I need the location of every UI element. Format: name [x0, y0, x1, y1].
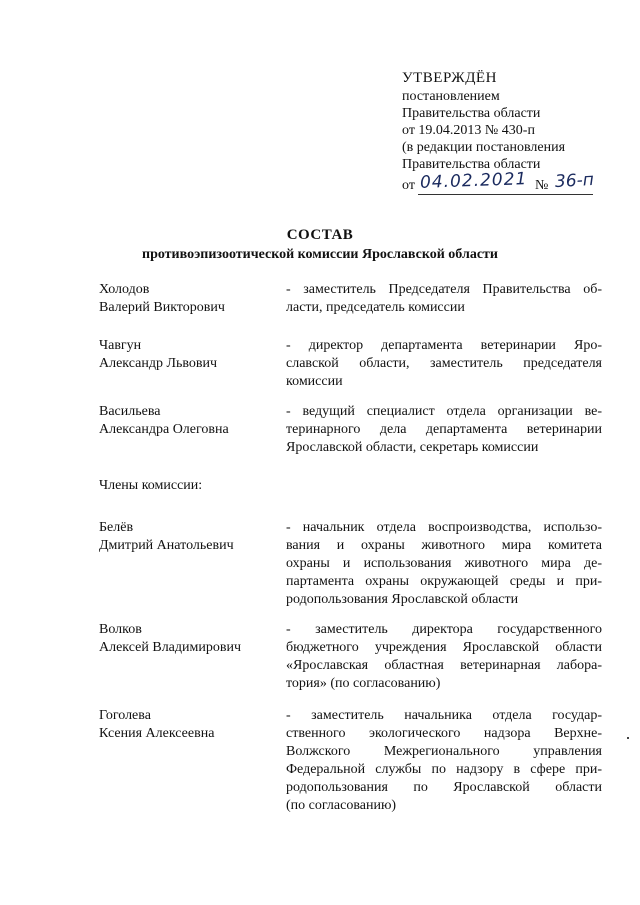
member-surname: Чавгун [99, 338, 142, 353]
role-line: - ведущий специалист отдела организации ве- [286, 404, 602, 419]
role-line: «Ярославская областная ветеринарная лабора- [286, 658, 602, 673]
member-role [286, 281, 602, 317]
member-role [286, 519, 602, 609]
role-line: славской области, заместитель председателя [286, 356, 602, 371]
member-surname: Холодов [99, 282, 150, 297]
role-line: вания и охраны животного мира комитета [286, 538, 602, 553]
role-line: тория» (по согласованию) [286, 676, 441, 691]
role-line: родопользования Ярославской области [286, 592, 519, 607]
member-name [99, 621, 279, 657]
member-given-name: Дмитрий Анатольевич [99, 538, 234, 553]
role-line: теринарного дела департамента ветеринарии [286, 422, 602, 437]
role-line: охраны и использования животного мира де- [286, 556, 602, 571]
member-surname: Волков [99, 622, 142, 637]
approval-title: УТВЕРЖДЁН [402, 70, 497, 86]
member-given-name: Александр Львович [99, 356, 218, 371]
role-line: - заместитель Председателя Правительства об- [286, 282, 602, 297]
role-line: родопользования по Ярославской области [286, 780, 602, 795]
approval-line-3: от 19.04.2013 № 430-п [402, 123, 535, 138]
role-line: - директор департамента ветеринарии Яро- [286, 338, 602, 353]
role-line: партамента охраны окружающей среды и при- [286, 574, 602, 589]
member-name [99, 519, 279, 555]
members-label: Члены комиссии: [99, 478, 203, 493]
member-name [99, 337, 279, 373]
role-line: - заместитель директора государственного [286, 622, 602, 637]
member-name [99, 707, 279, 743]
member-given-name: Александра Олеговна [99, 422, 229, 437]
scan-mark [627, 737, 629, 739]
member-name [99, 403, 279, 439]
role-line: бюджетного учреждения Ярославской области [286, 640, 602, 655]
role-line: (по согласованию) [286, 798, 397, 813]
date-prefix: от [402, 178, 415, 193]
amendment-date-line [402, 169, 622, 195]
member-surname: Васильева [99, 404, 161, 419]
role-line: ственного экологического надзора Верхне- [286, 726, 602, 741]
approval-line-4: (в редакции постановления [402, 140, 566, 155]
member-surname: Белёв [99, 520, 134, 535]
handwritten-number: 36-п [554, 169, 595, 193]
member-surname: Гоголева [99, 708, 151, 723]
member-given-name: Алексей Владимирович [99, 640, 242, 655]
role-line: комиссии [286, 374, 343, 389]
member-role [286, 707, 602, 815]
role-line: Федеральной службы по надзору в сфере при- [286, 762, 602, 777]
member-name [99, 281, 279, 317]
role-line: - заместитель начальника отдела государ- [286, 708, 602, 723]
approval-block [402, 70, 622, 195]
member-given-name: Валерий Викторович [99, 300, 225, 315]
role-line: - начальник отдела воспроизводства, использо- [286, 520, 602, 535]
role-line: Ярославской области, секретарь комиссии [286, 440, 539, 455]
member-given-name: Ксения Алексеевна [99, 726, 215, 741]
member-role [286, 337, 602, 391]
number-sign: № [535, 178, 549, 193]
member-role [286, 621, 602, 693]
signature-underline [418, 194, 593, 195]
approval-line-5: Правительства области [402, 157, 541, 172]
approval-line-2: Правительства области [402, 106, 541, 121]
handwritten-date: 04.02.2021 [419, 169, 528, 193]
document-heading [0, 226, 640, 264]
role-line: Волжского Межрегионального управления [286, 744, 602, 759]
heading-subtitle: противоэпизоотической комиссии Ярославской области [142, 247, 498, 262]
member-role [286, 403, 602, 457]
role-line: ласти, председатель комиссии [286, 300, 465, 315]
heading-title: СОСТАВ [286, 227, 354, 243]
approval-line-1: постановлением [402, 89, 500, 104]
